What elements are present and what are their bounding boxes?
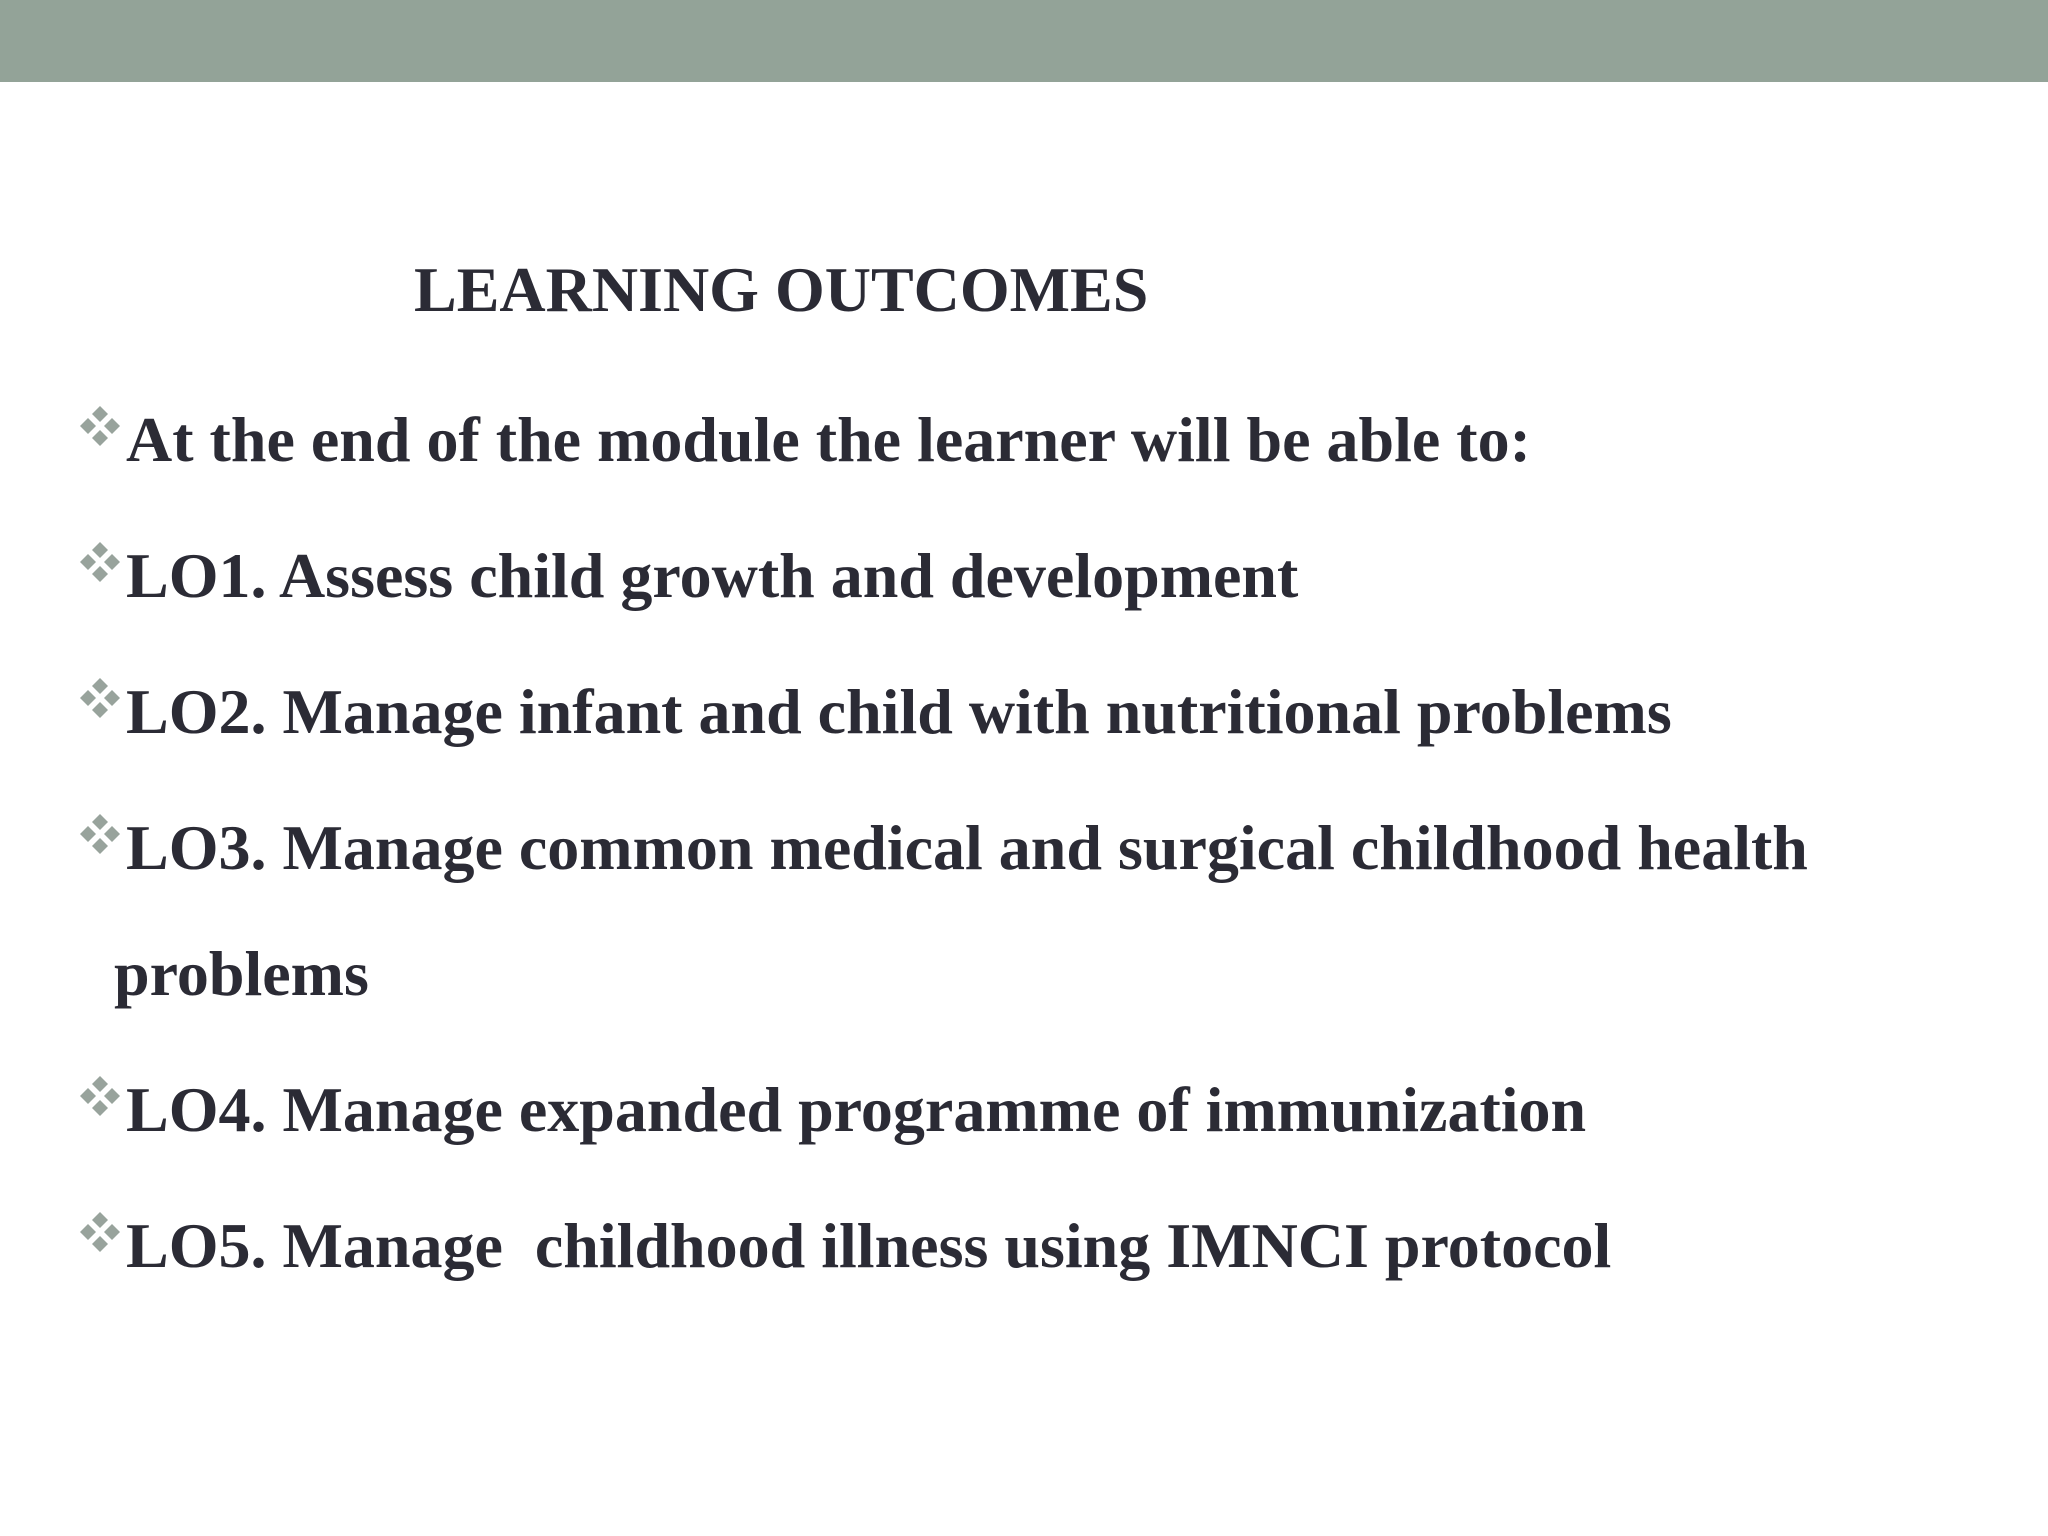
bullet-text: LO2. Manage infant and child with nutritional problems (126, 676, 1672, 747)
bullet-item (76, 540, 2026, 611)
four-diamond-icon (76, 810, 124, 858)
bullet-text: LO4. Manage expanded programme of immunization (126, 1074, 1587, 1145)
four-diamond-icon (76, 538, 124, 586)
four-diamond-icon (76, 1208, 124, 1256)
slide-title: LEARNING OUTCOMES (414, 254, 1149, 325)
slide-header-bar (0, 0, 2048, 82)
bullet-item (76, 1074, 2026, 1145)
bullet-item (76, 812, 1956, 1037)
bullet-item (76, 1210, 2026, 1281)
bullet-text: LO5. Manage childhood illness using IMNCI protocol (126, 1210, 1612, 1281)
bullet-text: At the end of the module the learner will be able to: (126, 404, 1531, 475)
four-diamond-icon (76, 674, 124, 722)
four-diamond-icon (76, 402, 124, 450)
four-diamond-icon (76, 1072, 124, 1120)
bullet-item (76, 676, 2026, 747)
bullet-text: LO3. Manage common medical and surgical childhood health problems (114, 812, 1808, 1009)
bullet-text: LO1. Assess child growth and development (126, 540, 1299, 611)
bullet-item (76, 404, 2026, 475)
